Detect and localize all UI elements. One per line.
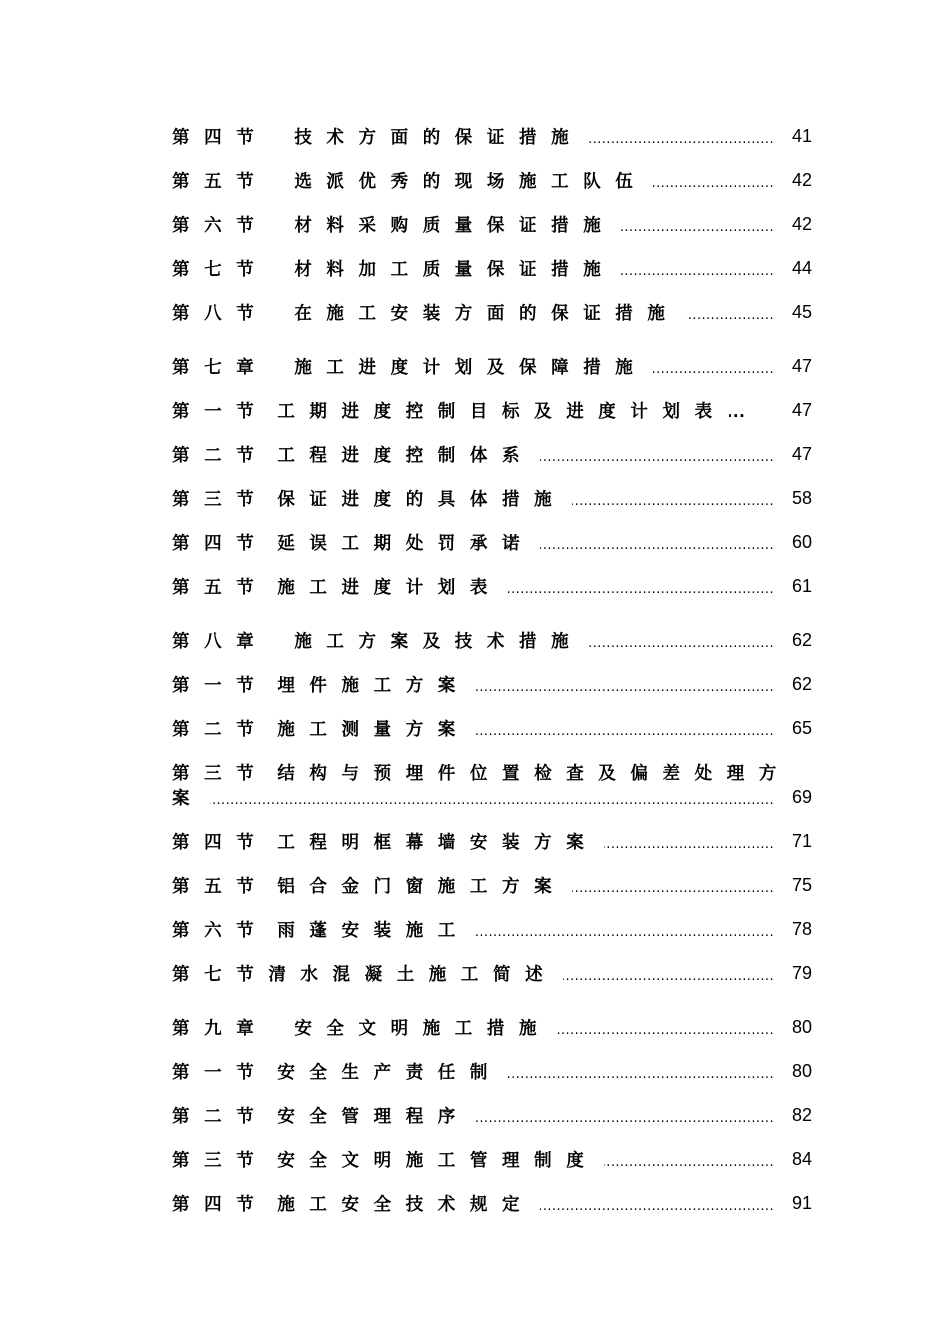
toc-entry-title: 施工进度计划表 — [277, 577, 503, 598]
toc-chapter-entry[interactable] — [172, 627, 812, 653]
toc-entry-page: 58 — [791, 487, 812, 508]
toc-entry[interactable] — [172, 784, 812, 810]
toc-entry-page: 84 — [791, 1148, 812, 1169]
toc-entry[interactable] — [172, 255, 812, 281]
toc-entry-title: 安全管理程序 — [277, 1106, 470, 1127]
toc-entry-title: 施工方案及技术措施 — [294, 631, 584, 652]
toc-entry-number: 第三节 — [172, 489, 269, 510]
toc-entry-title: 清水混凝土施工简述 — [268, 964, 558, 985]
toc-entry[interactable] — [172, 1190, 812, 1216]
toc-leader-dots — [729, 397, 747, 423]
toc-entry-page: 60 — [791, 531, 812, 552]
toc-entry-number: 第一节 — [172, 401, 269, 422]
toc-entry-page: 41 — [791, 125, 812, 146]
toc-entry-page: 65 — [791, 717, 812, 738]
toc-entry-number: 第二节 — [172, 1106, 269, 1127]
toc-entry-page: 62 — [791, 673, 812, 694]
toc-leader-dots — [540, 529, 774, 555]
toc-leader-dots — [572, 485, 774, 511]
toc-leader-dots — [476, 916, 774, 942]
toc-entry-page: 78 — [791, 918, 812, 939]
toc-entry-page: 79 — [791, 962, 812, 983]
toc-entry-number: 第四节 — [172, 127, 269, 148]
toc-entry[interactable] — [172, 872, 812, 898]
toc-entry[interactable] — [172, 1058, 812, 1084]
toc-leader-dots — [476, 1102, 774, 1128]
toc-entry-page: 71 — [791, 830, 812, 851]
toc-entry-number: 第二节 — [172, 445, 269, 466]
toc-entry-title: 工期进度控制目标及进度计划表 — [277, 401, 727, 422]
toc-entry-title: 埋件施工方案 — [277, 675, 470, 696]
toc-entry[interactable] — [172, 167, 812, 193]
toc-entry-number: 第一节 — [172, 675, 269, 696]
toc-entry[interactable] — [172, 671, 812, 697]
toc-leader-dots — [476, 715, 774, 741]
toc-leader-dots — [508, 573, 774, 599]
toc-entry-page: 42 — [791, 169, 812, 190]
toc-entry-number: 第三节 — [172, 763, 269, 784]
toc-entry[interactable] — [172, 485, 812, 511]
toc-entry-title: 安全文明施工措施 — [294, 1018, 552, 1039]
toc-entry-number: 第二节 — [172, 719, 269, 740]
toc-entry-wrapped-line[interactable] — [172, 759, 812, 785]
toc-entry-page: 47 — [791, 443, 812, 464]
toc-entry-page: 62 — [791, 629, 812, 650]
toc-entry[interactable] — [172, 573, 812, 599]
toc-entry-number: 第五节 — [172, 171, 269, 192]
toc-leader-dots — [653, 167, 774, 193]
toc-entry-title: 选派优秀的现场施工队伍 — [294, 171, 648, 192]
toc-entry[interactable] — [172, 529, 812, 555]
toc-entry-page: 47 — [791, 399, 812, 420]
toc-entry-number: 第七节 — [172, 259, 269, 280]
toc-entry-title: 材料采购质量保证措施 — [294, 215, 616, 236]
toc-leader-dots — [476, 671, 774, 697]
toc-entry[interactable] — [172, 397, 812, 423]
toc-entry-page: 75 — [791, 874, 812, 895]
toc-entry-title: 安全生产责任制 — [277, 1062, 503, 1083]
toc-entry-number: 第五节 — [172, 577, 269, 598]
toc-entry[interactable] — [172, 960, 812, 986]
toc-entry-title: 雨蓬安装施工 — [277, 920, 470, 941]
toc-entry[interactable] — [172, 1102, 812, 1128]
toc-leader-dots — [563, 960, 774, 986]
toc-entry-title: 施工安全技术规定 — [277, 1194, 535, 1215]
toc-leader-dots — [621, 211, 774, 237]
toc-entry-number: 第八节 — [172, 303, 269, 324]
toc-leader-dots — [604, 1146, 774, 1172]
toc-entry[interactable] — [172, 828, 812, 854]
toc-entry-number: 第四节 — [172, 832, 269, 853]
toc-entry-number: 第五节 — [172, 876, 269, 897]
toc-entry[interactable] — [172, 715, 812, 741]
toc-leader-dots — [540, 441, 774, 467]
toc-entry-page: 44 — [791, 257, 812, 278]
toc-entry-page: 82 — [791, 1104, 812, 1125]
toc-entry[interactable] — [172, 211, 812, 237]
toc-entry-title: 材料加工质量保证措施 — [294, 259, 616, 280]
toc-entry-page: 80 — [791, 1016, 812, 1037]
toc-entry-number: 第六节 — [172, 920, 269, 941]
toc-entry-page: 61 — [791, 575, 812, 596]
toc-entry-title: 工程明框幕墙安装方案 — [277, 832, 599, 853]
toc-leader-dots — [604, 828, 774, 854]
toc-entry[interactable] — [172, 441, 812, 467]
toc-entry-page: 80 — [791, 1060, 812, 1081]
toc-leader-dots — [686, 299, 774, 325]
toc-entry-title-continuation: 案 — [172, 788, 205, 809]
toc-entry-title: 在施工安装方面的保证措施 — [294, 303, 680, 324]
toc-entry[interactable] — [172, 123, 812, 149]
toc-entry-number: 第三节 — [172, 1150, 269, 1171]
toc-leader-dots — [508, 1058, 774, 1084]
toc-leader-dots — [621, 255, 774, 281]
toc-entry[interactable] — [172, 1146, 812, 1172]
toc-entry-number: 第一节 — [172, 1062, 269, 1083]
toc-entry-title: 延误工期处罚承诺 — [277, 533, 535, 554]
toc-entry[interactable] — [172, 916, 812, 942]
toc-entry-title: 技术方面的保证措施 — [294, 127, 584, 148]
toc-entry-number: 第六节 — [172, 215, 269, 236]
toc-entry-title: 施工进度计划及保障措施 — [294, 357, 648, 378]
toc-entry-number: 第四节 — [172, 1194, 269, 1215]
toc-chapter-entry[interactable] — [172, 353, 812, 379]
toc-entry-number: 第八章 — [172, 631, 269, 652]
toc-entry-title: 结构与预埋件位置检查及偏差处理方 — [277, 763, 791, 784]
toc-leader-dots — [589, 627, 774, 653]
toc-leader-dots — [540, 1190, 774, 1216]
toc-leader-dots — [653, 353, 774, 379]
toc-leader-dots — [210, 784, 774, 810]
toc-entry-number: 第九章 — [172, 1018, 269, 1039]
toc-entry-title: 保证进度的具体措施 — [277, 489, 567, 510]
toc-entry-number: 第七章 — [172, 357, 269, 378]
toc-chapter-entry[interactable] — [172, 1014, 812, 1040]
toc-entry[interactable] — [172, 299, 812, 325]
toc-entry-title: 安全文明施工管理制度 — [277, 1150, 599, 1171]
toc-leader-dots — [589, 123, 774, 149]
toc-leader-dots — [572, 872, 774, 898]
toc-entry-page: 69 — [791, 786, 812, 807]
toc-entry-page: 91 — [791, 1192, 812, 1213]
toc-leader-dots — [557, 1014, 774, 1040]
toc-entry-title: 铝合金门窗施工方案 — [277, 876, 567, 897]
toc-entry-title: 施工测量方案 — [277, 719, 470, 740]
toc-entry-page: 47 — [791, 355, 812, 376]
toc-entry-number: 第四节 — [172, 533, 269, 554]
toc-entry-page: 42 — [791, 213, 812, 234]
toc-entry-page: 45 — [791, 301, 812, 322]
toc-entry-title: 工程进度控制体系 — [277, 445, 535, 466]
toc-entry-number: 第七节 — [172, 964, 269, 985]
